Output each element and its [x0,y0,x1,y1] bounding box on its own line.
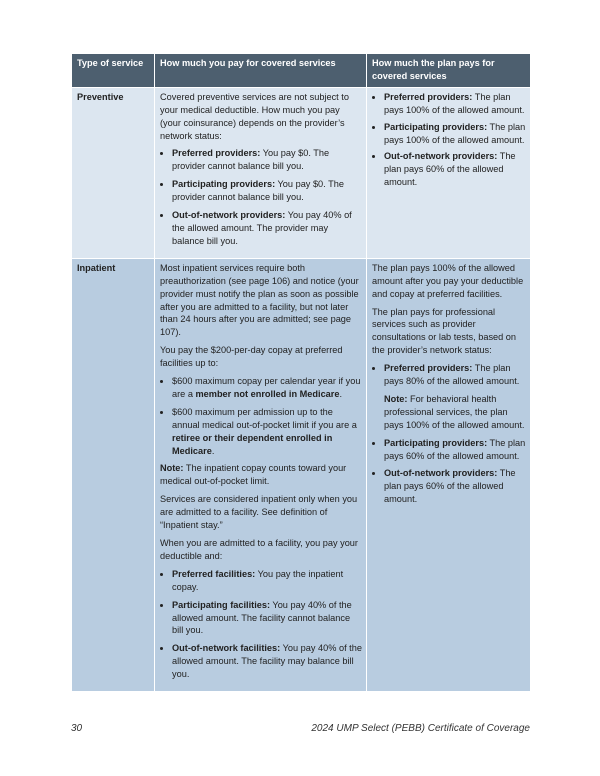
list-item: • Preferred providers: The plan pays 100% of the allowed amount. [384,91,526,117]
list-item: • Out-of-network providers: You pay 40% of the allowed amount. The provider may balance bill you. [172,209,362,248]
page-number: 30 [71,723,83,734]
preventive-pay-list [160,147,362,247]
inpatient-facility-list [160,568,362,681]
inpatient-plan-note: Note: For behavioral health professional services, the plan pays 100% of the allowed amount. [384,393,525,430]
inpatient-plan-p1: The plan pays 100% of the allowed amount after you pay your deductible and copay at preferred facilities. [372,262,524,299]
list-item: • Participating providers: The plan pays 100% of the allowed amount. [384,121,526,147]
header-plan-pays: How much the plan pays for covered services [367,54,531,88]
list-item: • Preferred facilities: You pay the inpatient copay. [172,568,362,594]
inpatient-pay-p2: You pay the $200-per-day copay at preferred facilities up to: [160,345,343,369]
header-type-of-service: Type of service [72,54,155,88]
list-item: • $600 maximum per admission up to the annual medical out-of-pocket limit if you are a retiree or their dependent enrolled in Medicare. [172,406,362,458]
row-label-inpatient: Inpatient [72,258,155,691]
preventive-plan-list [372,91,526,189]
inpatient-pay-p4: When you are admitted to a facility, you pay your deductible and: [160,538,358,561]
inpatient-plan-list-2 [372,437,526,507]
list-item: • Out-of-network facilities: You pay 40% of the allowed amount. The facility may balance bill you. [172,642,362,681]
preventive-plan-pays-cell [367,87,531,258]
list-item: • $600 maximum copay per calendar year if you are a member not enrolled in Medicare. [172,375,362,401]
inpatient-copay-max-list [160,375,362,457]
header-you-pay: How much you pay for covered services [155,54,367,88]
preventive-pay-intro: Covered preventive services are not subject to your medical deductible. How much you pay (your coinsurance) depends on the provider’s network status: [160,91,349,141]
table-row-inpatient [72,258,531,691]
list-item: • Preferred providers: The plan pays 80% of the allowed amount. [384,362,526,388]
list-item: • Participating providers: You pay $0. The provider cannot balance bill you. [172,178,362,204]
list-item: • Preferred providers: You pay $0. The provider cannot balance bill you. [172,147,362,173]
inpatient-pay-p3: Services are considered inpatient only when you are admitted to a facility. See definition of “Inpatient stay.” [160,494,358,531]
row-label-preventive: Preventive [72,87,155,258]
list-item: • Participating providers: The plan pays 60% of the allowed amount. [384,437,526,463]
inpatient-you-pay-cell [155,258,367,691]
list-item: • Out-of-network providers: The plan pays 60% of the allowed amount. [384,467,526,506]
inpatient-plan-list-1 [372,362,526,388]
list-item: • Out-of-network providers: The plan pays 60% of the allowed amount. [384,150,526,189]
list-item: • Participating facilities: You pay 40% of the allowed amount. The facility cannot balance bill you. [172,599,362,638]
inpatient-pay-note: Note: The inpatient copay counts toward your medical out-of-pocket limit. [160,463,347,487]
inpatient-pay-p1: Most inpatient services require both preauthorization (see page 106) and notice (your provider must notify the plan as soon as possible after you are admitted to a facility, but not later than 24 hours after you are admitted; see page 107). [160,262,359,338]
preventive-you-pay-cell [155,87,367,258]
document-title-footer: 2024 UMP Select (PEBB) Certificate of Coverage [311,723,530,734]
inpatient-plan-pays-cell [367,258,531,691]
table-header-row [72,54,531,88]
coverage-table [71,53,531,692]
inpatient-plan-p2: The plan pays for professional services such as provider consultations or lab tests, based on the provider’s network status: [372,306,517,356]
table-row-preventive [72,87,531,258]
